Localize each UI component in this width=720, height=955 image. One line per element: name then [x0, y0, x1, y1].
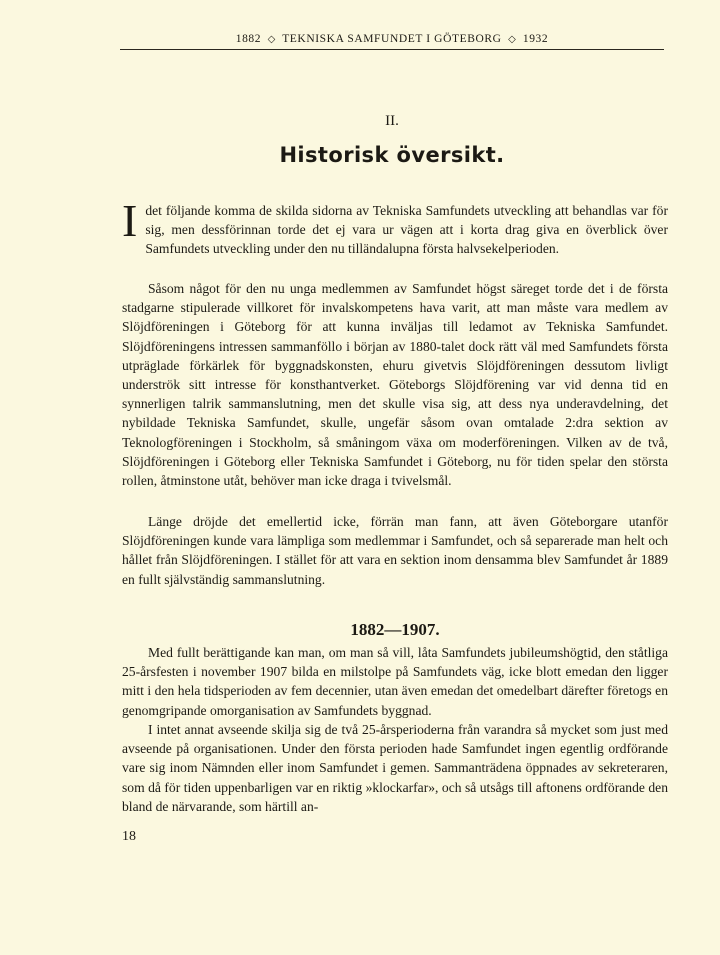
- section-paragraph: I intet annat avseende skilja sig de två 25-årsperioderna från varandra så mycket som just med avseende på organisationen. Under den första perioden hade Samfundet ingen egentlig ordförande vare sig inom Nämnden eller inom Samfundet i gemen. Sammanträdena öppnades av sekreteraren, som då för tiden uppenbarligen var en riktig »klockarfar», och så utsågs till aftonens ordförande den bland de närvarande, som härtill an-: [122, 722, 668, 814]
- running-header: [120, 33, 664, 45]
- chapter-title: Historisk översikt.: [279, 143, 505, 167]
- header-year-end: 1932: [522, 33, 549, 45]
- body-paragraph: Såsom något för den nu unga medlemmen av Samfundet högst säreget torde det i de första stadgarne stipulerade villkoret för invalskompetens hava varit, att man måste vara medlem av Slöjdföreningen i Göteborg för att kunna inväljas till ledamot av Tekniska Samfundet. Slöjdföreningens intressen sammanföllo i början av 1880-talet dock rätt väl med Samfundets första utpräglade förkärlek för byggnadskonsten, ehuru givetvis Slöjdföreningen dessutom livligt underströk sitt intresse för konsthantverket. Göteborgs Slöjdförening var vid denna tid en synnerligen talrik sammanslutning, men det skulle visa sig, att dess nya underavdelning, det nybildade Tekniska Samfundet, skulle, ungefär såsom ovan omtalade 2:dra sektion av Teknologföreningen i Stockholm, så småningom växa om moderföreningen. Vilken av de två, Slöjdföreningen i Göteborg eller Tekniska Samfundet i Göteborg, nu för tiden spelar den största rollen, åtminstone utåt, behöver man icke draga i tvivelsmål.: [122, 281, 668, 489]
- intro-paragraph-text: det följande komma de skilda sidorna av Tekniska Samfundets utveckling att behandlas var för sig, men dessförinnan torde det ej vara ur vägen att i korta drag giva en överblick över Samfundets utveckling under den nu tilländalupna första halvsekelperioden.: [145, 203, 668, 257]
- header-organization: TEKNISKA SAMFUNDET I GÖTEBORG: [282, 33, 502, 45]
- section-paragraph: Med fullt berättigande kan man, om man så vill, låta Samfundets jubileumshögtid, den ståtliga 25-årsfesten i november 1907 bilda en milstolpe på Samfundets väg, icke blott emedan den ligger mitt i den hela tidsperioden av fem decennier, utan även emedan det omedelbart därefter företogs en genomgripande omorganisation av Samfundets byggnad.: [122, 645, 668, 718]
- drop-cap: I: [122, 195, 138, 246]
- ornament-icon: ◇: [508, 34, 517, 45]
- intro-paragraph: [122, 195, 668, 259]
- header-year-start: 1882: [235, 33, 262, 45]
- page-number: 18: [122, 829, 136, 844]
- chapter-number: II.: [385, 113, 399, 129]
- ornament-icon: ◇: [267, 34, 276, 45]
- section-heading: 1882—1907.: [350, 620, 440, 639]
- body-paragraph: Länge dröjde det emellertid icke, förrän man fann, att även Göteborgare utanför Slöjdföreningen kunde vara lämpliga som medlemmar i Samfundet, och så separerade man helt och hållet från Slöjdföreningen. I stället för att vara en sektion inom densamma blev Samfundet år 1889 en fullt självständig sammanslutning.: [122, 514, 668, 587]
- header-rule: [120, 49, 664, 50]
